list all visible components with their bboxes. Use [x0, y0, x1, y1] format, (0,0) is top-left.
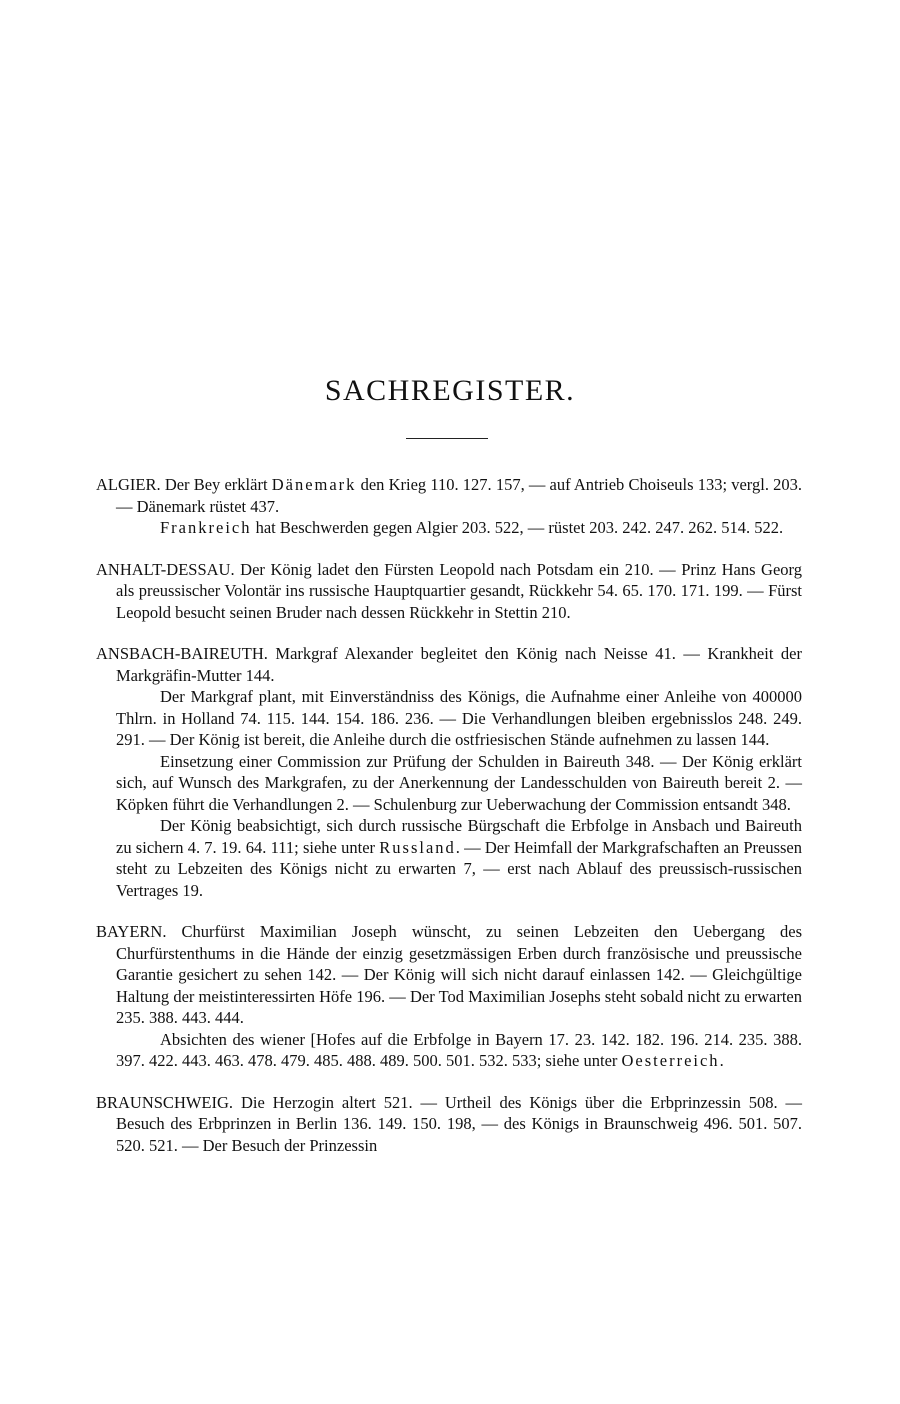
register-entry [96, 1092, 802, 1157]
spaced-cross-reference: Frankreich [160, 518, 252, 537]
spaced-cross-reference: Oesterreich [621, 1051, 720, 1070]
spaced-cross-reference: Russland [379, 837, 456, 857]
entry-text: . — Der Heimfall der Markgrafschaften an Preussen steht zu Lebzeiten des Königs nicht zu erwarten 7, — erst nach Ablauf des preussisch-russischen Vertrages 19. [116, 837, 803, 900]
entry-heading: ANSBACH-BAIREUTH. [96, 644, 268, 663]
register-entries [96, 474, 802, 1176]
register-entry [96, 921, 802, 1072]
entry-text: Der König ladet den Fürsten Leopold nach Potsdam ein 210. — Prinz Hans Georg als preussischer Volontär ins russische Hauptquartier gesandt, Rückkehr 54. 65. 170. 171. 199. — Fürst Leopold besucht seinen Bruder nach dessen Rückkehr in Stettin 210. [116, 559, 802, 622]
entry-paragraph [96, 686, 802, 751]
title-rule [406, 438, 488, 439]
entry-first-paragraph [96, 474, 802, 517]
entry-first-paragraph [96, 1092, 802, 1157]
entry-text: . [719, 1051, 724, 1070]
entry-text: Der Bey erklärt [164, 475, 272, 494]
entry-first-paragraph [96, 643, 802, 686]
entry-text: Absichten des wiener [Hofes auf die Erbfolge in Bayern 17. 23. 142. 182. 196. 214. 235. 388. 397. 422. 443. 463. 478. 479. 485. 488. 489. 500. 501. 532. 533; siehe unter [116, 1029, 802, 1070]
register-entry [96, 643, 802, 901]
page-title: SACHREGISTER. [324, 374, 576, 407]
register-entry [96, 559, 802, 624]
entry-text: Der Markgraf plant, mit Einverständniss des Königs, die Aufnahme einer Anleihe von 400000 Thlrn. in Holland 74. 115. 144. 154. 186. 236. — Die Verhandlungen bleiben ergebnisslos 248. 249. 291. — Der König ist bereit, die Anleihe durch die ostfriesischen Stände aufnehmen zu lassen 144. [116, 687, 802, 749]
entry-paragraph [96, 1029, 802, 1072]
entry-paragraph [96, 517, 802, 539]
entry-text: Markgraf Alexander begleitet den König nach Neisse 41. — Krankheit der Markgräfin-Mutter 144. [116, 644, 802, 685]
entry-heading: ANHALT-DESSAU. [96, 559, 235, 579]
entry-first-paragraph [96, 921, 802, 1029]
entry-paragraph [96, 815, 802, 901]
entry-first-paragraph [96, 559, 802, 624]
entry-heading: BAYERN. [96, 922, 167, 941]
entry-heading: BRAUNSCHWEIG. [96, 1092, 234, 1112]
entry-text: Churfürst Maximilian Joseph wünscht, zu seinen Lebzeiten den Uebergang des Churfürstenthums in die Hände der einzig gesetzmässigen Erben durch französische und preussische Garantie gesichert zu sehen 142. — Der König will sich nicht darauf einlassen 142. — Gleichgültige Haltung der meistinteressirten Höfe 196. — Der Tod Maximilian Josephs steht sobald nicht zu erwarten 235. 388. 443. 444. [116, 922, 803, 1027]
entry-paragraph [96, 751, 802, 816]
entry-text: Einsetzung einer Commission zur Prüfung der Schulden in Baireuth 348. — Der König erklärt sich, auf Wunsch des Markgrafen, zu der Anerkennung der Landesschulden von Baireuth bereit 2. — Köpken führt die Verhandlungen 2. — Schulenburg zur Ueberwachung der Commission entsandt 348. [116, 751, 802, 814]
spaced-cross-reference: Dänemark [271, 475, 357, 494]
entry-heading: ALGIER. [96, 475, 161, 494]
register-entry [96, 474, 802, 539]
entry-text: den Krieg 110. 127. 157, — auf Antrieb Choiseuls 133; vergl. 203. — Dänemark rüstet 437. [116, 475, 803, 516]
entry-text: Der König beabsichtigt, sich durch russische Bürgschaft die Erbfolge in Ansbach und Baireuth zu sichern 4. 7. 19. 64. 111; siehe unter [116, 816, 802, 857]
entry-text: hat Beschwerden gegen Algier 203. 522, — rüstet 203. 242. 247. 262. 514. 522. [251, 518, 784, 537]
entry-text: Die Herzogin altert 521. — Urtheil des Königs über die Erbprinzessin 508. — Besuch des Erbprinzen in Berlin 136. 149. 150. 198, — des Königs in Braunschweig 496. 501. 507. 520. 521. — Der Besuch der Prinzessin [116, 1092, 803, 1155]
